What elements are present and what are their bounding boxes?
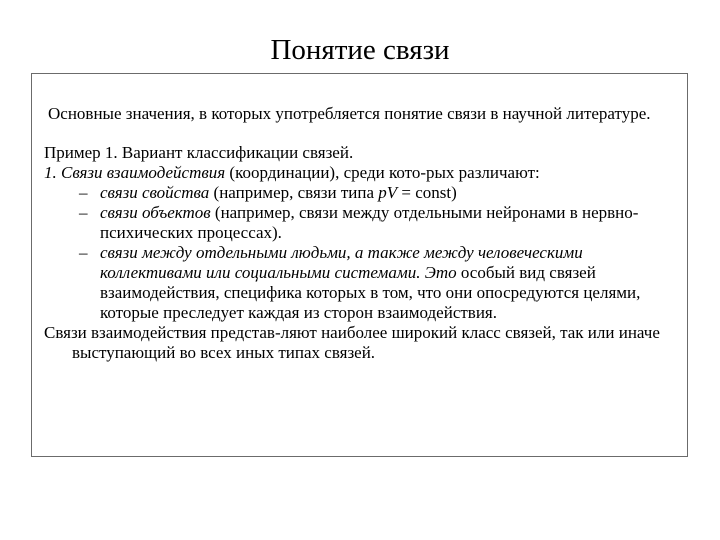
item-1-text: (координации), среди кото-рых различают: — [225, 163, 540, 182]
dash-bullet: – — [79, 203, 88, 222]
subitem-properties — [79, 183, 675, 203]
item-1 — [44, 163, 667, 183]
dash-bullet: – — [79, 183, 88, 202]
subitem-properties-formula: pV — [378, 183, 398, 202]
subitem-objects — [79, 203, 675, 243]
subitem-properties-text-end: = const) — [397, 183, 457, 202]
intro-paragraph: Основные значения, в которых употребляется понятие связи в научной литературе. — [48, 104, 651, 123]
subitem-people — [79, 243, 675, 323]
content-box — [31, 73, 688, 457]
example-heading: Пример 1. Вариант классификации связей. — [44, 143, 354, 162]
subitem-properties-text: (например, связи типа — [209, 183, 379, 202]
subitem-people-text: особый вид связей взаимодействия, специфика которых в том, что они опосредуются целями, которые преследует каждая из сторон взаимодействия. — [100, 263, 641, 322]
dash-bullet: – — [79, 243, 88, 262]
subitem-objects-text: (например, связи между отдельными нейронами в нервно-психических процессах). — [100, 203, 639, 242]
item-1-label: 1. Связи взаимодействия — [44, 163, 226, 182]
subitem-objects-term: связи объектов — [100, 203, 211, 222]
subitem-people-term: связи между отдельными людьми, а также между человеческими коллективами или социальными системами. Это — [100, 243, 583, 282]
slide-title: Понятие связи — [270, 34, 450, 66]
closing-paragraph: Связи взаимодействия представ-ляют наиболее широкий класс связей, так или иначе выступающий во всех иных типах связей. — [44, 323, 660, 362]
subitem-properties-term: связи свойства — [100, 183, 210, 202]
